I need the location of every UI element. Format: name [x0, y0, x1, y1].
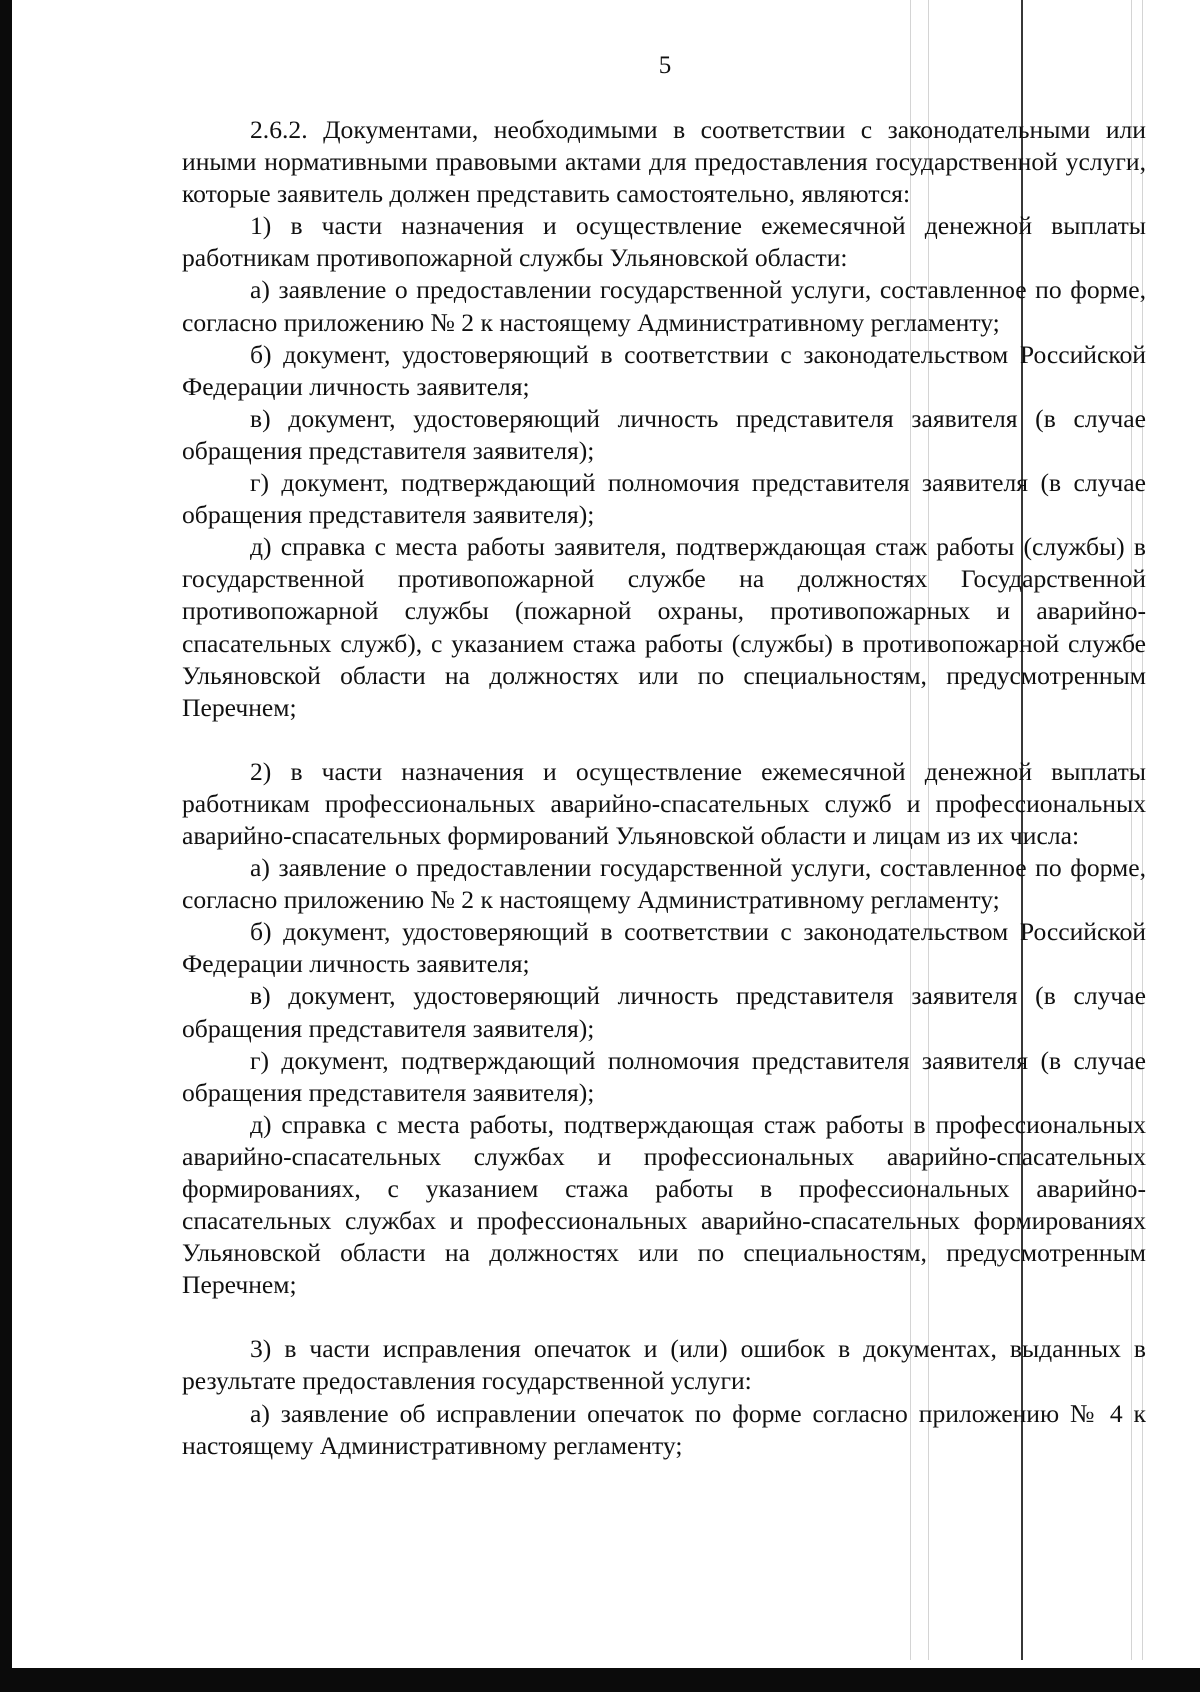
paragraph-item-1g: г) документ, подтверждающий полномочия представителя заявителя (в случае обращения представителя заявителя);: [182, 468, 1146, 530]
page-number: 5: [658, 52, 672, 79]
paragraph-item-3: 3) в части исправления опечаток и (или) ошибок в документах, выданных в результате предоставления государственной услуги:: [182, 1334, 1146, 1396]
paragraph-item-1: 1) в части назначения и осуществление ежемесячной денежной выплаты работникам противопожарной службы Ульяновской области:: [182, 211, 1146, 273]
paragraph-item-2a: а) заявление о предоставлении государственной услуги, составленное по форме, согласно приложению № 2 к настоящему Административному регламенту;: [182, 853, 1146, 915]
paragraph-item-1a: а) заявление о предоставлении государственной услуги, составленное по форме, согласно приложению № 2 к настоящему Административному регламенту;: [182, 275, 1146, 337]
paragraph-item-3a: а) заявление об исправлении опечаток по форме согласно приложению № 4 к настоящему Административному регламенту;: [182, 1398, 1146, 1460]
paragraph-item-1d: д) справка с места работы заявителя, подтверждающая стаж работы (службы) в государственной противопожарной службе на должностях Государственной противопожарной службы (пожарной охраны, противопожарных и аварийно-спасательных служб), с указанием стажа работы (службы) в противопожарной службе Ульяновской области на должностях или по специальностям, предусмотренным Перечнем;: [182, 532, 1146, 722]
paragraph-item-1b: б) документ, удостоверяющий в соответствии с законодательством Российской Федерации личность заявителя;: [182, 339, 1146, 401]
scan-border-left: [0, 0, 12, 1692]
paragraph-item-2: 2) в части назначения и осуществление ежемесячной денежной выплаты работникам профессиональных аварийно-спасательных служб и профессиональных аварийно-спасательных формирований Ульяновской области и лицам из их числа:: [182, 756, 1146, 850]
paragraph-item-2g: г) документ, подтверждающий полномочия представителя заявителя (в случае обращения представителя заявителя);: [182, 1045, 1146, 1107]
paragraph-item-1v: в) документ, удостоверяющий личность представителя заявителя (в случае обращения представителя заявителя);: [182, 403, 1146, 465]
paragraph-item-2b: б) документ, удостоверяющий в соответствии с законодательством Российской Федерации личность заявителя;: [182, 917, 1146, 979]
paragraph-item-2v: в) документ, удостоверяющий личность представителя заявителя (в случае обращения представителя заявителя);: [182, 981, 1146, 1043]
paragraph-item-2d: д) справка с места работы, подтверждающая стаж работы в профессиональных аварийно-спасательных службах и профессиональных аварийно-спасательных формированиях, с указанием стажа работы в профессиональных аварийно-спасательных службах и профессиональных аварийно-спасательных формированиях Ульяновской области на должностях или по специальностям, предусмотренным Перечнем;: [182, 1109, 1146, 1300]
paragraph-2-6-2: 2.6.2. Документами, необходимыми в соответствии с законодательными или иными нормативными правовыми актами для предоставления государственной услуги, которые заявитель должен представить самостоятельно, являются:: [182, 115, 1146, 209]
scan-border-bottom: [0, 1668, 1200, 1692]
document-body: [182, 114, 1146, 1462]
